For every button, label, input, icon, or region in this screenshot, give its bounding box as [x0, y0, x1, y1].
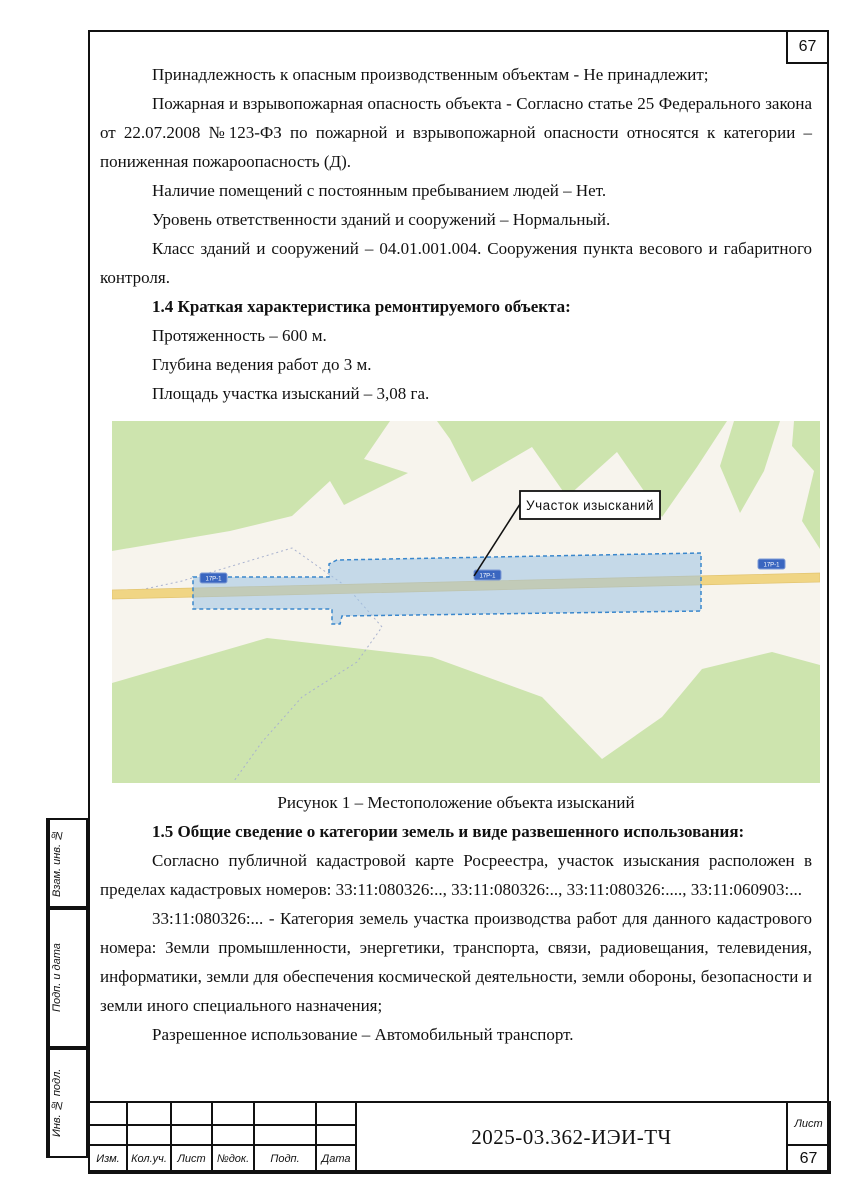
sheet-label-cell: Лист [787, 1102, 830, 1145]
side-stamp-blank [64, 820, 86, 906]
road-label: 17Р-1 [205, 576, 222, 583]
sheet-number: 67 [787, 1145, 830, 1173]
side-stamp-label: Подп. и дата [48, 910, 64, 1046]
section-heading-1-5: 1.5 Общие сведение о категории земель и виде развешенного использования: [152, 822, 745, 841]
stamp-cell-empty [171, 1102, 212, 1125]
stamp-col-izm: Изм. [89, 1145, 127, 1173]
side-stamp-blank [64, 1050, 86, 1156]
stamp-cell-empty [127, 1102, 171, 1125]
side-stamp-podp-data [46, 908, 88, 1048]
side-stamp-label: Взам. инв. № [48, 820, 64, 906]
stamp-col-podp: Подп. [254, 1145, 316, 1173]
stamp-col-dok: №док. [212, 1145, 254, 1173]
stamp-cell-empty [171, 1125, 212, 1145]
paragraph: Класс зданий и сооружений – 04.01.001.004. Сооружения пункта весового и габаритного контроля. [100, 239, 812, 287]
location-map-figure [112, 421, 820, 783]
location-map [112, 421, 820, 783]
stamp-cell-empty [316, 1102, 356, 1125]
callout-label: Участок изысканий [526, 498, 654, 513]
road-label-badge [758, 559, 785, 569]
side-stamp-inv-podl [46, 1048, 88, 1158]
side-stamp-blank [64, 910, 86, 1046]
road-label-badge [474, 570, 501, 580]
figure-caption: Рисунок 1 – Местоположение объекта изысканий [277, 793, 635, 812]
paragraph: Уровень ответственности зданий и сооружений – Нормальный. [152, 210, 611, 229]
paragraph: Глубина ведения работ до 3 м. [152, 355, 372, 374]
page-number-box [786, 30, 829, 64]
paragraph: Площадь участка изысканий – 3,08 га. [152, 384, 430, 403]
stamp-cell-empty [254, 1102, 316, 1125]
paragraph: Наличие помещений с постоянным пребыванием людей – Нет. [152, 181, 607, 200]
paragraph: Пожарная и взрывопожарная опасность объекта - Согласно статье 25 Федерального закона от 22.07.2008 №123-ФЗ по пожарной и взрывопожарной опасности относятся к категории – пониженная пожароопасность (Д). [100, 94, 812, 171]
stamp-cell-empty [89, 1102, 127, 1125]
paragraph: Разрешенное использование – Автомобильный транспорт. [152, 1025, 574, 1044]
stamp-cell-empty [127, 1125, 171, 1145]
document-body [100, 60, 812, 1049]
stamp-cell-empty [89, 1125, 127, 1145]
road-label: 17Р-1 [763, 562, 780, 569]
document-code: 2025-03.362-ИЭИ-ТЧ [356, 1102, 787, 1173]
stamp-col-data: Дата [316, 1145, 356, 1173]
section-heading-1-4: 1.4 Краткая характеристика ремонтируемого объекта: [152, 297, 571, 316]
paragraph: Принадлежность к опасным производственным объектам - Не принадлежит; [152, 65, 709, 84]
side-stamp-label: Инв. № подл. [48, 1050, 64, 1156]
stamp-cell-empty [212, 1102, 254, 1125]
title-block [88, 1101, 831, 1174]
side-stamp-vzam-inv [46, 818, 88, 908]
road-label-badge [200, 573, 227, 583]
page-number: 67 [798, 38, 817, 55]
paragraph: 33:11:080326:... - Категория земель участка производства работ для данного кадастрового номера: Земли промышленности, энергетики, транспорта, связи, радиовещания, телевидения, информатики, земли для обеспечения космической деятельности, земли обороны, безопасности и земли иного специального назначения; [100, 909, 812, 1015]
stamp-cell-empty [316, 1125, 356, 1145]
paragraph: Протяженность – 600 м. [152, 326, 327, 345]
paragraph: Согласно публичной кадастровой карте Росреестра, участок изыскания расположен в пределах кадастровых номеров: 33:11:080326:.., 33:11:080326:.., 33:11:080326:...., 33:11:060903:... [100, 851, 812, 899]
stamp-cell-empty [254, 1125, 316, 1145]
road-label: 17Р-1 [479, 573, 496, 580]
stamp-col-koluch: Кол.уч. [127, 1145, 171, 1173]
stamp-col-list: Лист [171, 1145, 212, 1173]
stamp-cell-empty [212, 1125, 254, 1145]
